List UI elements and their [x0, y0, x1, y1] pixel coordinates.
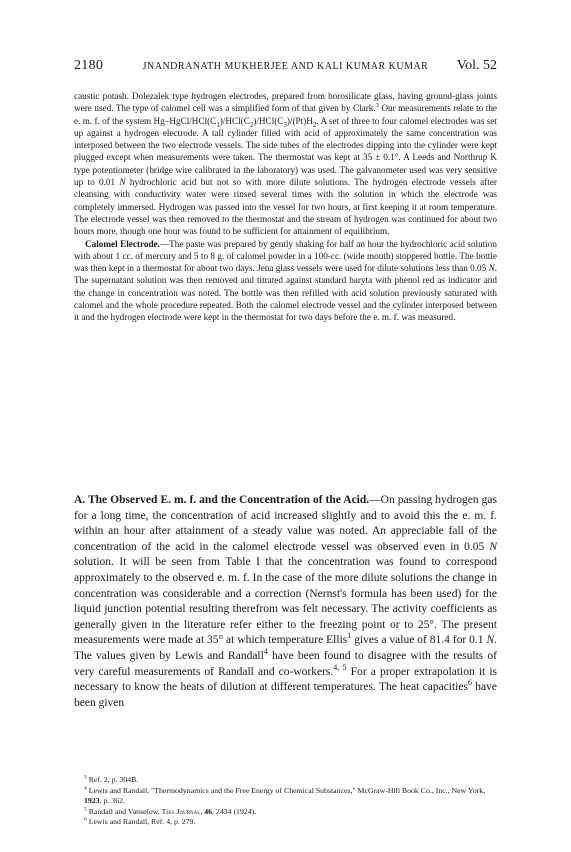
footnote: $^4$ Lewis and Randall, "Thermodynamics and the Free Energy of Chemical Substances," McGraw-Hill Book Co., Inc., New York, 1923, p. 362.: [84, 784, 486, 805]
running-title: JNANDRANATH MUKHERJEE AND KALI KUMAR KUMAR: [142, 61, 429, 72]
section-a: [74, 493, 497, 711]
volume-label: Vol. 52: [456, 58, 497, 73]
footnote: $^6$ Lewis and Randall, Ref. 4, p. 279.: [84, 816, 196, 826]
footnotes: [74, 775, 497, 828]
section-a-heading: A. The Observed E. m. f. and the Concentration of the Acid.: [74, 494, 370, 506]
paragraph-calomel-electrode: Calomel Electrode.—The paste was prepared by gently shaking for half an hour the hydrochloric acid solution with about 1 cc. of mercury and 5 to 8 g. of calomel powder in a 100-cc. (wide mouth) stoppered bottle. The bottle was then kept in a thermostat for about two days. Jena glass vessels were used for dilute solutions less than 0.05 N. The supernatant solution was then removed and titrated against standard baryta with phenol red as indicator and the change in concentration was noted. The bottle was then refilled with acid solution previously saturated with calomel and the whole procedure repeated. Both the calomel electrode vessel and the cylinder interposed between it and the hydrogen electrode were kept in the thermostat for two days before the e. m. f. was measured.: [74, 238, 497, 323]
page-header: [74, 58, 497, 78]
footnote: $^5$ Randall and Vanselow, This Journal, 46, 2434 (1924).: [84, 805, 257, 816]
paragraph-apparatus: caustic potash. Dolezalek type hydrogen electrodes, prepared from borosilicate glass, having ground-glass joints were used. The type of calomel cell was a simplified form of that given by Clark.$^3$ Our measurements relate to the e. m. f. of the system $Hg-HgCl/HCl(C_1)/HCl(C_2)/HCl(C_3)/(Pt)H_2$. A set of three to four calomel electrodes was set up against a hydrogen electrode. A tall cylinder filled with acid of approximately the same concentration was interposed between the two electrode vessels. The side tubes of the electrodes dipping into the cylinder were kept plugged except when measurements were taken. The thermostat was kept at 35 ± 0.1°. A Leeds and Northrup K type potentiometer (bridge wire calibrated in the laboratory) was used. The galvanometer used was very sensitive up to 0.01 N hydrochloric acid but not so with more dilute solutions. The hydrogen electrode vessels after cleansing with conductivity water were rinsed several times with the solution in which the electrode was completely immersed. Hydrogen was passed into the vessel for two hours, at first keeping it at room temperature. The electrode vessel was then removed to the thermostat and the stream of hydrogen was continued for about two hours more, though one hour was found to be sufficient for attainment of equilibrium.: [74, 91, 497, 237]
page-number: 2180: [74, 58, 104, 73]
section-a-paragraph: A. The Observed E. m. f. and the Concentration of the Acid.—On passing hydrogen gas for a long time, the concentration of acid increased slightly and to avoid this the e. m. f. within an hour after attainment of a steady value was noted. An appreciable fall of the concentration of the acid in the calomel electrode vessel was observed even in 0.05 N solution. It will be seen from Table I that the concentration was found to correspond approximately to the observed e. m. f. In the case of the more dilute solutions the change in concentration was considerable and a correction (Nernst's formula has been used) for the liquid junction potential resulting therefrom was felt necessary. The activity coefficients as generally given in the literature refer either to the freezing point or to 25°. The present measurements were made at 35° at which temperature Ellis$^1$ gives a value of 81.4 for 0.1 N. The values given by Lewis and Randall$^4$ have been found to disagree with the results of very careful measurements of Randall and co-workers.$^{4, 5}$ For a proper extrapolation it is necessary to know the heats of dilution at different temperatures. The heat capacities$^6$ have been given: [74, 494, 497, 709]
footnote: $^3$ Ref. 2, p. 304B.: [84, 774, 139, 784]
calomel-heading: Calomel Electrode.: [85, 238, 160, 249]
experimental-details: [74, 90, 497, 324]
